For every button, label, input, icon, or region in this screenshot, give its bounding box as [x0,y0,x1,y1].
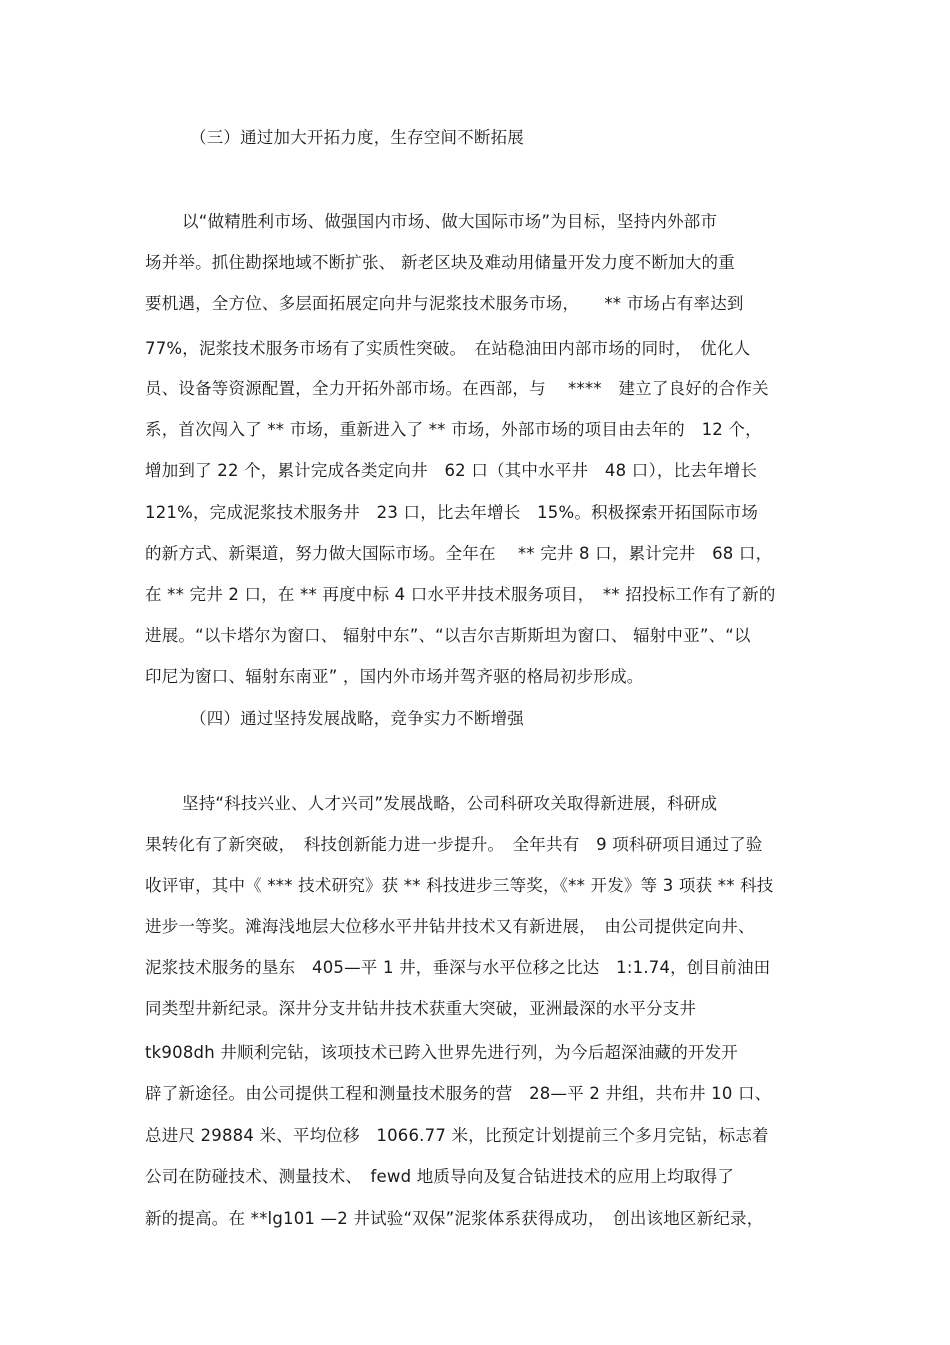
paragraph-line: 在 ** 完井 2 口，在 ** 再度中标 4 口水平井技术服务项目， ** 招投标工作有了新的 [145,585,776,604]
paragraph-line: 进步一等奖。滩海浅地层大位移水平井钻井技术又有新进展， 由公司提供定向井、 [145,917,755,936]
paragraph-line: 辟了新途径。由公司提供工程和测量技术服务的营 28—平 2 井组，共布井 10 口、 [145,1084,772,1103]
paragraph-line: tk908dh 井顺利完钻，该项技术已跨入世界先进行列，为今后超深油藏的开发开 [145,1043,738,1062]
paragraph-line: 场并举。抓住勘探地域不断扩张、 新老区块及难动用储量开发力度不断加大的重 [145,253,735,272]
paragraph-line: 员、设备等资源配置，全力开拓外部市场。在西部，与 **** 建立了良好的合作关 [145,379,769,398]
paragraph-line: 增加到了 22 个，累计完成各类定向井 62 口（其中水平井 48 口），比去年增长 [145,461,758,480]
paragraph-line: 泥浆技术服务的垦东 405—平 1 井，垂深与水平位移之比达 1:1.74，创目前油田 [145,958,771,977]
paragraph-line: 121%，完成泥浆技术服务井 23 口，比去年增长 15%。积极探索开拓国际市场 [145,503,759,522]
paragraph-line: 公司在防碰技术、测量技术、 fewd 地质导向及复合钻进技术的应用上均取得了 [145,1167,735,1186]
paragraph-line: 总进尺 29884 米、平均位移 1066.77 米，比预定计划提前三个多月完钻，标志着 [145,1126,769,1145]
paragraph-line: 的新方式、新渠道，努力做大国际市场。全年在 ** 完井 8 口，累计完井 68 口， [145,544,773,563]
paragraph-line: 新的提高。在 **lg101 —2 井试验“双保”泥浆体系获得成功， 创出该地区新纪录， [145,1209,764,1228]
paragraph-line: 进展。“以卡塔尔为窗口、 辐射中东”、“以吉尔吉斯斯坦为窗口、 辐射中亚”、“以 [145,626,751,645]
paragraph-line: 以“做精胜利市场、做强国内市场、做大国际市场”为目标，坚持内外部市 [182,212,718,231]
paragraph-line: 77%，泥浆技术服务市场有了实质性突破。 在站稳油田内部市场的同时， 优化人 [145,339,751,358]
paragraph-line: 坚持“科技兴业、人才兴司”发展战略，公司科研攻关取得新进展，科研成 [182,794,718,813]
paragraph-line: 收评审，其中《 *** 技术研究》获 ** 科技进步三等奖，《** 开发》等 3 项获 ** 科技 [145,876,774,895]
paragraph-line: 要机遇，全方位、多层面拓展定向井与泥浆技术服务市场， ** 市场占有率达到 [145,294,744,313]
paragraph-line: 系，首次闯入了 ** 市场，重新进入了 ** 市场，外部市场的项目由去年的 12 个， [145,420,762,439]
paragraph-line: 同类型井新纪录。深井分支井钻井技术获重大突破，亚洲最深的水平分支井 [145,999,697,1018]
section-heading-4: （四）通过坚持发展战略，竞争实力不断增强 [190,709,524,728]
section-heading-3: （三）通过加大开拓力度，生存空间不断拓展 [190,128,524,147]
paragraph-line: 印尼为窗口、辐射东南亚” ，国内外市场并驾齐驱的格局初步形成。 [145,667,644,686]
paragraph-line: 果转化有了新突破， 科技创新能力进一步提升。 全年共有 9 项科研项目通过了验 [145,835,763,854]
